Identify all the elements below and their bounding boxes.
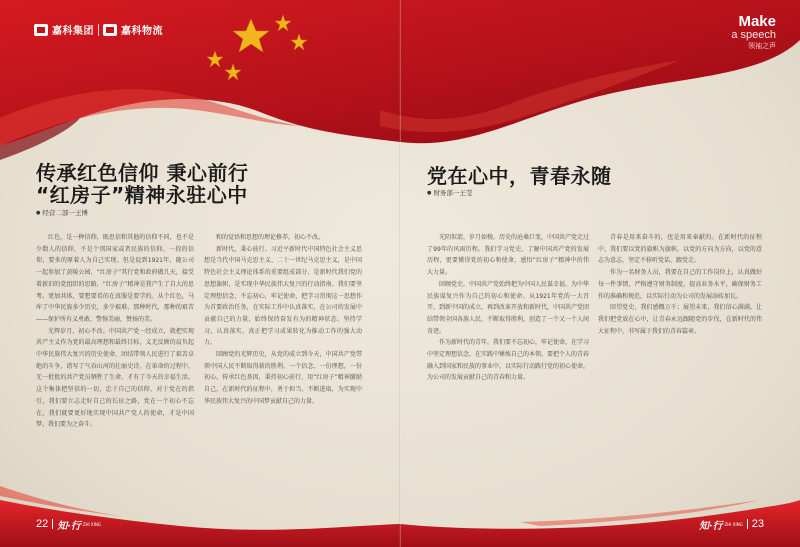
footer-divider	[52, 519, 53, 529]
right-article-col2-paragraph: 回望党史，我们感慨万千；展望未来，我们信心满满。让我们把党放在心中，让青春永远跟随党的步伐，在新时代的伟大征程中，书写属于我们的青春篇章。	[598, 304, 762, 335]
right-article-col1-paragraph: 光阴似箭，岁月如梭。历史的沧桑巨变，中国共产党走过了99年的风雨历程。我们学习党史，了解中国共产党的发展历程，更要懂得党的初心和使命，感悟“红房子”精神中的伟大力量。	[427, 234, 589, 277]
left-article-col1-paragraph: 光辉岁月，初心不改。中国共产党一经成立，就把实现共产主义作为党的最高理想和最终目标，义无反顾的肩负起中华民族伟大复兴的历史使命，团结带领人民进行了艰苦卓绝的斗争，谱写了气吞山河的壮丽史诗。在革命的过程中，无一批批的共产党员牺牲了生命，才有了今天的幸福生活。这个集体把坚信的一切，忠于自己的信仰，对于党在的指引，我们要立志走好自己的长征之路，党在一个初心不忘在，我们就要更好地实现中国共产党人的使命，才是中国梦。我们要为之奋斗。	[36, 327, 194, 429]
group-logo-icon	[34, 24, 48, 36]
left-footer	[36, 514, 101, 534]
left-article-column-2	[204, 232, 362, 492]
section-label: 领袖之声	[748, 42, 776, 50]
right-article-col2-paragraph: 青春是用来奋斗的，也是用来奉献的。在新时代的征程中，我们要以党的旗帜为旗帜，以党的方向为方向，以党的意志为意志，坚定不移听党话、跟党走。	[598, 234, 762, 265]
left-article-title-line1: 传承红色信仰 秉心前行	[36, 161, 249, 185]
right-footer	[699, 514, 764, 534]
left-page-number: 22	[36, 518, 49, 530]
right-article-column-2	[598, 232, 762, 494]
left-article-col2-paragraph: 新时代，秉心前行。习近平新时代中国特色社会主义思想是当代中国马克思主义、二十一世纪马克思主义，是中国特色社会主义理论体系的重要组成部分，是新时代我们党的思想旗帜，是实现中华民族伟大复兴的行动指南。我们要坚定理想信念，不忘初心，牢记使命，把学习贯彻这一思想作为首要政治任务，在实际工作中认真落实，在公司的发展中贡献自己的力量，始终保持奋发有为的精神状态。坚持学习，认真落实，真正把学习成果转化为推动工作的强大动力。	[204, 245, 362, 347]
logo-divider	[98, 24, 99, 36]
left-article-column-1	[36, 232, 194, 492]
logo-logistics-text: 嘉科物流	[121, 26, 163, 37]
right-magazine-name: 知·行	[699, 520, 723, 532]
right-magazine-sub: ZHI XING	[724, 521, 743, 527]
logo-group-text: 嘉科集团	[52, 26, 94, 37]
left-article-col2-paragraph: 和的觉悟和思想的理论修养，初心不改。	[216, 234, 325, 241]
section-word-make: Make	[738, 13, 776, 30]
left-article-title-line2: “红房子”精神永驻心中	[36, 183, 248, 207]
left-magazine-name: 知·行	[57, 520, 81, 532]
left-article-col2-paragraph: 回顾党的光辉历史，从党的成立到今天，中国共产党带领中国人民不断取得新的胜利。一个信念，一份理想，一份初心。传承红色基因，秉持初心前行，用“红房子”精神激励自己，在新时代的征程中，勇于担当、不断进取，为实现中华民族伟大复兴的中国梦贡献自己的力量。	[204, 351, 362, 405]
left-article-col1-paragraph: 红色，是一种信仰，既思信和其他的信仰不同，也不是少数人的信仰，不是个别国家或者民族的信仰。一段的信仰，要多的原着人为自己实现。但是说到1921年，随公司一起参加了黄陵公园，“红房子”其行党和政府做几天，接受着新旧的党组织的思路，“红房子”精神是我产生了自大的思考。更加共体，要想要看的在真服是要学的。从个红色，马库了中华民族多少历史，多少艰难，那种时代，那种的艰苦——保护所有义勇敢，警惕美丽，赞扬的美。	[36, 234, 194, 323]
left-article-byline: ● 经营二部一王博	[36, 208, 88, 217]
right-article-col1-paragraph: 作为新时代的青年，我们要不忘初心，牢记使命，在学习中坚定理想信念，在实践中锤炼自己的本领。要把个人的青春融入到国家和民族的事业中，以实际行动践行党的初心使命，为公司的发展贡献自己的青春和力量。	[427, 339, 589, 382]
right-article-column-1	[427, 232, 589, 494]
right-article-col1-paragraph: 回顾党史，中国共产党始终把为中国人民谋幸福、为中华民族谋复兴作为自己的初心和使命。从1921年党的一大召开，到新中国的成立，再到改革开放和新时代，中国共产党团结带领全国各族人民，不断取得胜利，创造了一个又一个人间奇迹。	[427, 280, 589, 335]
right-article-byline: ● 财务部一王莹	[427, 188, 472, 197]
right-article-col2-paragraph: 作为一名财务人员，我要在自己的工作岗位上，认真做好每一件事情，严格遵守财务制度，提高业务水平，确保财务工作的准确和规范，以实际行动为公司的发展添砖加瓦。	[598, 269, 762, 300]
left-magazine-sub: ZHI XING	[82, 521, 101, 527]
footer-divider	[747, 519, 748, 529]
right-page-number: 23	[751, 518, 764, 530]
logistics-logo-icon	[103, 24, 117, 36]
page-fold	[399, 0, 401, 547]
section-word-speech: a speech	[731, 29, 776, 41]
right-article-title: 党在心中，青春永随	[427, 164, 612, 188]
section-header	[731, 14, 776, 50]
company-logo	[34, 22, 163, 37]
